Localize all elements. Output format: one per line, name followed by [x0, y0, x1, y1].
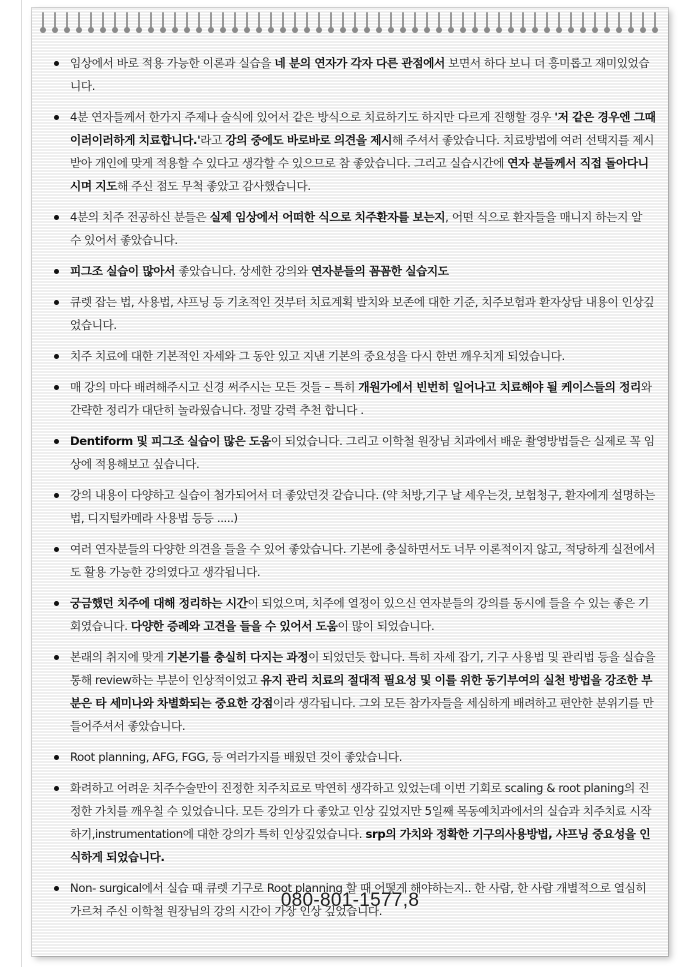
review-text-bold: 기본기를 충실히 다지는 과정	[166, 650, 309, 664]
binding-ring-icon	[532, 12, 538, 40]
binding-ring-icon	[196, 12, 202, 40]
review-list	[52, 52, 656, 923]
frame-guide-line	[21, 0, 22, 967]
binding-ring-icon	[280, 12, 286, 40]
binding-ring-icon	[292, 12, 298, 40]
binding-ring-icon	[232, 12, 238, 40]
binding-ring-icon	[508, 12, 514, 40]
review-text-bold: 궁금했던 치주에 대해 정리하는 시간	[70, 596, 248, 610]
review-text: 좋았습니다. 상세한 강의와	[175, 264, 312, 278]
review-text: 라고	[200, 133, 226, 147]
review-text-bold: 피그조 실습이 많아서	[70, 264, 176, 278]
review-text: 화려하고 어려운 치주수술만이 진정한 치주치료로 막연히 생각하고 있었는데 이번 기회로 scaling & root planing의 진정한 가치를 깨우칠 수 있었습니다. 모든 강의가 다 좋았고 인상 깊었지만 5일째 목동예치과에서의 실습과 치주치료 시작하기,instrumentation에 대한 강의가 특히 인상깊었습니다.	[70, 781, 652, 841]
review-text: 해 주셔서 좋았습니다. 치료방법에 여러 선택지를 제시 받아 개인에 맞게 적용할 수 있다고 생각할 수 있으므로 참 좋았습니다. 그리고 실습시간에	[70, 133, 655, 170]
binding-ring-icon	[148, 12, 154, 40]
review-text-bold: 실제 임상에서 어떠한 식으로 치주환자를 보는지	[209, 210, 446, 224]
bullet-icon	[54, 439, 59, 444]
binding-ring-icon	[340, 12, 346, 40]
review-text: 이 많이 되었습니다.	[337, 619, 435, 633]
binding-ring-icon	[112, 12, 118, 40]
review-text: 매 강의 마다 배려해주시고 신경 써주시는 모든 것들 – 특히	[70, 380, 359, 394]
binding-ring-icon	[124, 12, 130, 40]
binding-ring-icon	[640, 12, 646, 40]
bullet-icon	[54, 269, 59, 274]
binding-ring-icon	[364, 12, 370, 40]
binding-ring-icon	[76, 12, 82, 40]
binding-ring-icon	[268, 12, 274, 40]
binding-ring-icon	[172, 12, 178, 40]
bullet-icon	[54, 215, 59, 220]
review-text: 본래의 취지에 맞게	[70, 650, 167, 664]
review-text-bold: Dentiform 및 피그조 실습이 많은 도움	[70, 434, 271, 448]
review-text: Root planning, AFG, FGG, 등 여러가지를 배웠던 것이 좋았습니다.	[70, 750, 403, 764]
review-text: 보면서 하다 보니 더 흥미롭고 재미있었습니다.	[70, 56, 650, 93]
bullet-icon	[54, 354, 59, 359]
binding-ring-icon	[556, 12, 562, 40]
binding-ring-icon	[64, 12, 70, 40]
review-text: 치주 치료에 대한 기본적인 자세와 그 동안 있고 지낸 기본의 중요성을 다시 한번 깨우치게 되었습니다.	[70, 349, 565, 363]
review-text: 큐렛 잡는 법, 사용법, 샤프닝 등 기초적인 것부터 치료계획 발치와 보존에 대한 기준, 치주보험과 환자상담 내용이 인상깊었습니다.	[70, 295, 655, 332]
binding-ring-icon	[568, 12, 574, 40]
binding-ring-icon	[100, 12, 106, 40]
bullet-icon	[54, 786, 59, 791]
binding-ring-icon	[220, 12, 226, 40]
binding-ring-icon	[652, 12, 658, 40]
review-text-bold: 유지 관리 치료의 절대적 필요성 및 이를 위한 동기부여의 실천 방법을 강조한 부분은 타 세미나와 차별화되는 중요한 강점	[70, 673, 653, 710]
binding-ring-icon	[40, 12, 46, 40]
review-list-item	[52, 777, 656, 869]
binding-ring-icon	[256, 12, 262, 40]
binding-ring-icon	[484, 12, 490, 40]
binding-ring-icon	[136, 12, 142, 40]
review-text: 강의 내용이 다양하고 실습이 첨가되어서 더 좋았던것 같습니다. (약 처방,기구 날 세우는것, 보험청구, 환자에게 설명하는 법, 디지털카메라 사용법 등등 .....)	[70, 488, 655, 525]
review-text-bold: 개원가에서 빈번히 일어나고 치료해야 될 케이스들의 정리	[358, 380, 641, 394]
binding-ring-icon	[376, 12, 382, 40]
review-text: Non- surgical에서 실습 때 큐렛 기구로 Root planning 할 때 어떻게 해야하는지.. 한 사람, 한 사람 개별적으로 열심히 가르쳐 주신 이학철 원장님의 강의 시간이 가장 인상 깊었습니다.	[70, 881, 647, 918]
binding-ring-icon	[400, 12, 406, 40]
review-list-item	[52, 484, 656, 530]
bullet-icon	[54, 61, 59, 66]
bullet-icon	[54, 300, 59, 305]
review-list-item	[52, 345, 656, 368]
binding-ring-icon	[460, 12, 466, 40]
binding-ring-icon	[88, 12, 94, 40]
spiral-binding	[32, 12, 668, 42]
binding-ring-icon	[52, 12, 58, 40]
review-text: 이 되었습니다. 그리고 이학철 원장님 치과에서 배운 촬영방법들은 실제로 꼭 임상에 적용해보고 싶습니다.	[70, 434, 655, 471]
binding-ring-icon	[424, 12, 430, 40]
review-text: 이라 생각됩니다. 그외 모든 참가자들을 세심하게 배려하고 편안한 분위기를 만들어주셔서 좋았습니다.	[70, 696, 654, 733]
binding-ring-icon	[352, 12, 358, 40]
review-text: 임상에서 바로 적용 가능한 이론과 실습을	[70, 56, 275, 70]
review-list-item	[52, 106, 656, 198]
binding-ring-icon	[208, 12, 214, 40]
spiral-notebook-sheet	[32, 8, 668, 956]
review-text: 4분 연자들께서 한가지 주제나 술식에 있어서 같은 방식으로 치료하기도 하지만 다르게 진행할 경우	[70, 110, 555, 124]
review-list-item	[52, 538, 656, 584]
binding-ring-icon	[388, 12, 394, 40]
review-text: 여러 연자분들의 다양한 의견을 들을 수 있어 좋았습니다. 기본에 충실하면서도 너무 이론적이지 않고, 적당하게 실전에서도 활용 가능한 강의였다고 생각됩니다.	[70, 542, 655, 579]
binding-ring-icon	[604, 12, 610, 40]
review-text-bold: '저 같은 경우엔 그때 이러이러하게 치료합니다.'	[70, 110, 656, 147]
review-list-item	[52, 430, 656, 476]
review-text-bold: 네 분의 연자가 각자 다른 관점에서	[274, 56, 445, 70]
binding-ring-icon	[544, 12, 550, 40]
binding-ring-icon	[592, 12, 598, 40]
review-text-bold: 연자 분들께서 직접 돌아다니시며 지도	[70, 156, 649, 193]
review-text: 이 되었으며, 치주에 열정이 있으신 연자분들의 강의를 동시에 들을 수 있는 좋은 기회였습니다.	[70, 596, 649, 633]
review-text-bold: 강의 중에도 바로바로 의견을 제시	[225, 133, 392, 147]
review-list-item	[52, 646, 656, 738]
review-text-bold: 다양한 증례와 고견을 들을 수 있어서 도움	[130, 619, 338, 633]
review-list-item	[52, 592, 656, 638]
binding-ring-icon	[436, 12, 442, 40]
bullet-icon	[54, 115, 59, 120]
review-text-bold: 연자분들의 꼼꼼한 실습지도	[311, 264, 449, 278]
review-text: 이 되었던듯 합니다. 특히 자세 잡기, 기구 사용법 및 관리법 등을 실습을 통해 review하는 부분이 인상적이었고	[70, 650, 656, 687]
binding-ring-icon	[304, 12, 310, 40]
binding-ring-icon	[244, 12, 250, 40]
review-list-item	[52, 260, 656, 283]
bullet-icon	[54, 547, 59, 552]
binding-ring-icon	[628, 12, 634, 40]
bullet-icon	[54, 755, 59, 760]
binding-ring-icon	[580, 12, 586, 40]
review-text: 해 주신 점도 무척 좋았고 감사했습니다.	[117, 179, 311, 193]
binding-ring-icon	[520, 12, 526, 40]
review-text: , 어떤 식으로 환자들을 매니지 하는지 알 수 있어서 좋았습니다.	[70, 210, 643, 247]
bullet-icon	[54, 655, 59, 660]
phone-number: 080-801-1577,8	[280, 890, 420, 911]
binding-ring-icon	[316, 12, 322, 40]
binding-ring-icon	[616, 12, 622, 40]
bullet-icon	[54, 601, 59, 606]
review-list-item	[52, 746, 656, 769]
review-text: 4분의 치주 전공하신 분들은	[70, 210, 210, 224]
bullet-icon	[54, 493, 59, 498]
binding-ring-icon	[496, 12, 502, 40]
binding-ring-icon	[448, 12, 454, 40]
review-list-item	[52, 206, 656, 252]
bullet-icon	[54, 385, 59, 390]
binding-ring-icon	[184, 12, 190, 40]
review-list-item	[52, 376, 656, 422]
review-text: 와 간략한 정리가 대단히 놀라웠습니다. 정말 강력 추천 합니다 .	[70, 380, 652, 417]
binding-ring-icon	[328, 12, 334, 40]
review-text-bold: srp의 가치와 정확한 기구의사용방법, 샤프닝 중요성을 인식하게 되었습니다.	[70, 827, 651, 864]
review-list-item	[52, 291, 656, 337]
binding-ring-icon	[412, 12, 418, 40]
review-list-item	[52, 52, 656, 98]
binding-ring-icon	[160, 12, 166, 40]
binding-ring-icon	[472, 12, 478, 40]
